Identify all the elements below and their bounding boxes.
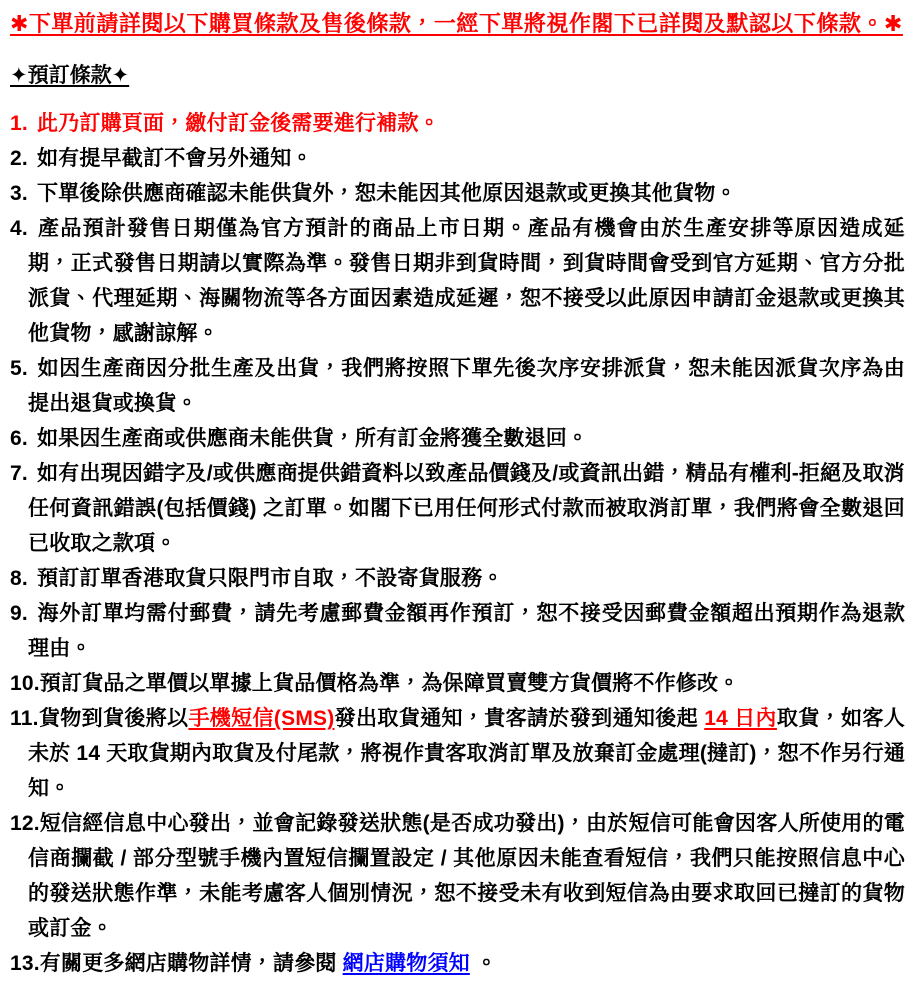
term-text: 短信經信息中心發出，並會記錄發送狀態(是否成功發出)，由於短信可能會因客人所使用的電信商攔截 / 部分型號手機內置短信攔置設定 / 其他原因未能查看短信，我們只能按照信息中心的發送狀態作準，未能考慮客人個別情況，恕不接受未有收到短信為由要求取回已撻訂的貨物或訂金。 (28, 812, 905, 940)
term-number: 12. (10, 812, 40, 835)
term-text: 下單後除供應商確認未能供貨外，恕未能因其他原因退款或更換其他貨物。 (37, 182, 737, 205)
term-text: 如有出現因錯字及/或供應商提供錯資料以致產品價錢及/或資訊出錯，精品有權利-拒絕及取消任何資訊錯誤(包括價錢) 之訂單。如閣下已用任何形式付款而被取消訂單，我們將會全數退回已收取之款項。 (28, 462, 905, 555)
term-text: 取貨，如客人未於 14 天取貨期內取貨及付尾款，將視作貴客取消訂單及放棄訂金處理(撻訂)，恕不作另行通知。 (28, 707, 906, 800)
term-item-5 (10, 351, 905, 421)
term-text: 發出取貨通知，貴客請於發到通知後起 (334, 707, 705, 730)
term-text: 產品預計發售日期僅為官方預計的商品上市日期。產品有機會由於生產安排等原因造成延期，正式發售日期請以實際為準。發售日期非到貨時間，到貨時間會受到官方延期、官方分批派貨、代理延期、海關物流等各方面因素造成延遲，恕不接受以此原因申請訂金退款或更換其他貨物，感謝諒解。 (28, 217, 905, 345)
warning-header: ✱下單前請詳閱以下購買條款及售後條款，一經下單將視作閣下已詳閱及默認以下條款。✱ (10, 11, 903, 36)
term-text: 預訂訂單香港取貨只限門市自取，不設寄貨服務。 (37, 567, 504, 590)
term-text: 海外訂單均需付郵費，請先考慮郵費金額再作預訂，恕不接受因郵費金額超出預期作為退款理由。 (28, 602, 905, 660)
term-number: 13. (10, 952, 40, 975)
term-item-7 (10, 456, 905, 561)
term-number: 4. (10, 217, 28, 240)
term-item-4 (10, 211, 905, 351)
store-shopping-notice-link[interactable]: 網店購物須知 (342, 952, 470, 975)
term-text: 貨物到貨後將以 (38, 707, 189, 730)
term-number: 2. (10, 147, 28, 170)
term-text: 如果因生產商或供應商未能供貨，所有訂金將獲全數退回。 (37, 427, 589, 450)
term-item-13 (10, 946, 905, 981)
term-item-9 (10, 596, 905, 666)
term-number: 11. (10, 707, 39, 730)
term-item-10 (10, 666, 905, 701)
term-number: 7. (10, 462, 28, 485)
term-item-1 (10, 106, 905, 141)
term-item-11 (10, 701, 905, 806)
term-item-8 (10, 561, 905, 596)
term-number: 1. (10, 112, 28, 135)
term-number: 8. (10, 567, 28, 590)
term-item-6 (10, 421, 905, 456)
term-text: 有關更多網店購物詳情，請參閱 (39, 952, 343, 975)
term-item-12 (10, 806, 905, 946)
term-text: 。 (469, 952, 498, 975)
term-number: 3. (10, 182, 28, 205)
term-number: 6. (10, 427, 28, 450)
terms-list (10, 106, 905, 981)
term-item-3 (10, 176, 905, 211)
term-item-2 (10, 141, 905, 176)
term-text: 如因生產商因分批生產及出貨，我們將按照下單先後次序安排派貨，恕未能因派貨次序為由提出退貨或換貨。 (28, 357, 905, 415)
term-text: 如有提早截訂不會另外通知。 (37, 147, 313, 170)
term-number: 5. (10, 357, 28, 380)
term-number: 10. (10, 672, 40, 695)
term-text: 預訂貨品之單價以單據上貨品價格為準，為保障買賣雙方貨價將不作修改。 (39, 672, 740, 695)
term-text: 此乃訂購頁面，繳付訂金後需要進行補款。 (37, 112, 440, 135)
section-title: ✦預訂條款✦ (10, 64, 130, 87)
term-number: 9. (10, 602, 28, 625)
highlighted-term-text: 手機短信(SMS) (188, 707, 335, 730)
highlighted-term-text: 14 日內 (704, 707, 777, 730)
